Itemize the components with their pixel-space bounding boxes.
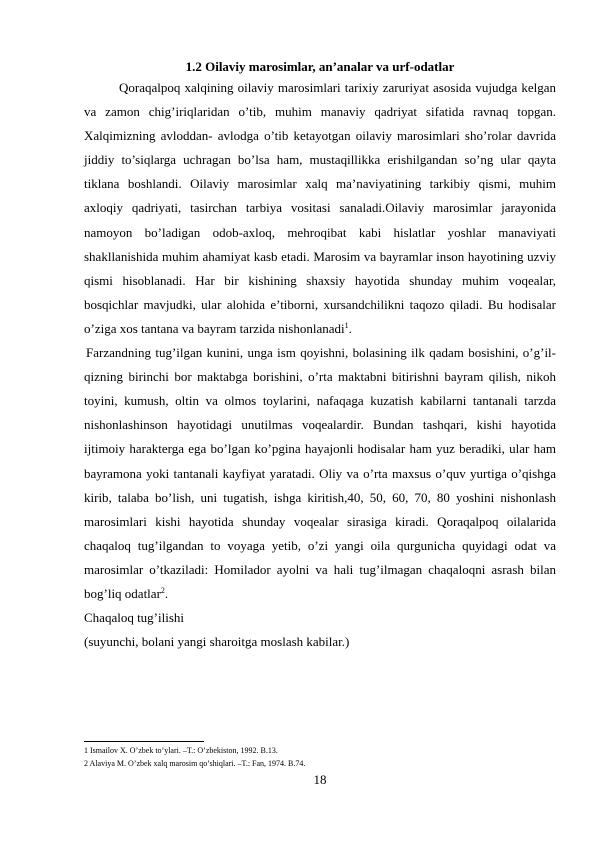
paragraph-text: (suyunchi, bolani yangi sharoitga moslash kabilar.) (84, 634, 350, 650)
footnote: 2 Alaviya M. O’zbek xalq marosim qo’shiqlari. –T.: Fan, 1974. B.74. (84, 759, 306, 768)
paragraph-text: Farzandning tug’ilgan kunini, unga ism qoyishni, bolasining ilk qadam bosishini, o’g’il- qizning birinchi bor maktabga borishini, o’rta maktabni bitirishni bayram qilish, nikoh toyini, kumush, oltin va olmos toylarini, nafaqaga kuzatish kabilarni tantanali tarzda nishonlashinson hayotidagi unutilmas voqealardir. Bundan tashqari, kishi hayotida ijtimoiy harakterga ega bo’lgan ko’pgina hayajonli hodisalar ham yuz beradiki, ular ham bayramona yoki tantanali kayfiyat yaratadi. Oliy va o’rta maxsus o’quv yurtiga o’qishga kirib, talaba bo’lish, uni tugatish, ishga kiritish,40, 50, 60, 70, 80 yoshini nishonlash marosimlari kishi hayotida shunday voqealar sirasiga kiradi. Qoraqalpoq oilalarida chaqaloq tug’ilgandan to voyaga yetib, o’zi yangi oila qurgunicha quyidagi odat va marosimlar o’tkaziladi: Homilador ayolni va hali tug’ilmagan chaqaloqni asrash bilan bog’liq odatlar (84, 345, 556, 601)
footnote-reference: 1 (344, 320, 349, 330)
paragraph (84, 630, 556, 654)
footnote-separator (84, 741, 204, 742)
footnotes (84, 744, 556, 770)
paragraph-text: Qoraqalpoq xalqining oilaviy marosimlari tarixiy zaruriyat asosida vujudga kelgan va zamon chig’iriqlaridan o’tib, muhim manaviy qadriyat sifatida ravnaq topgan. Xalqimizning avloddan- avlodga o’tib ketayotgan oilaviy marosimlari sho’rolar davrida jiddiy to’siqlarga uchragan bo’lsa ham, mustaqillikka erishilgandan so’ng ular qayta tiklana boshlandi. Oilaviy marosimlar xalq ma’naviyatining tarkibiy qismi, muhim axloqiy qadriyati, tasirchan tarbiya vositasi sanaladi.Oilaviy marosimlar jarayonida namoyon bo’ladigan odob-axloq, mehroqibat kabi hislatlar yoshlar manaviyati shakllanishida muhim ahamiyat kasb etadi. Marosim va bayramlar inson hayotining uzviy qismi hisoblanadi. Har bir kishining shaxsiy hayotida shunday muhim voqealar, bosqichlar mavjudki, ular alohida e’tiborni, xursandchilikni taqozo qiladi. Bu hodisalar o’ziga xos tantana va bayram tarzida nishonlanadi (84, 80, 556, 336)
paragraph-end: . (164, 585, 169, 601)
section-title: 1.2 Oilaviy marosimlar, an’analar va urf-odatlar (185, 59, 455, 74)
footnote-reference: 2 (160, 585, 165, 595)
paragraph-end: . (348, 320, 352, 336)
footnote: 1 Ismailov X. O’zbek to’ylari. –T.: O’zbekiston, 1992. B.13. (84, 746, 278, 755)
paragraph (84, 341, 556, 606)
body-text (84, 76, 556, 654)
paragraph (84, 606, 556, 630)
page-number: 18 (313, 772, 327, 787)
paragraph-text: Chaqaloq tug’ilishi (84, 610, 185, 626)
paragraph (84, 76, 556, 341)
